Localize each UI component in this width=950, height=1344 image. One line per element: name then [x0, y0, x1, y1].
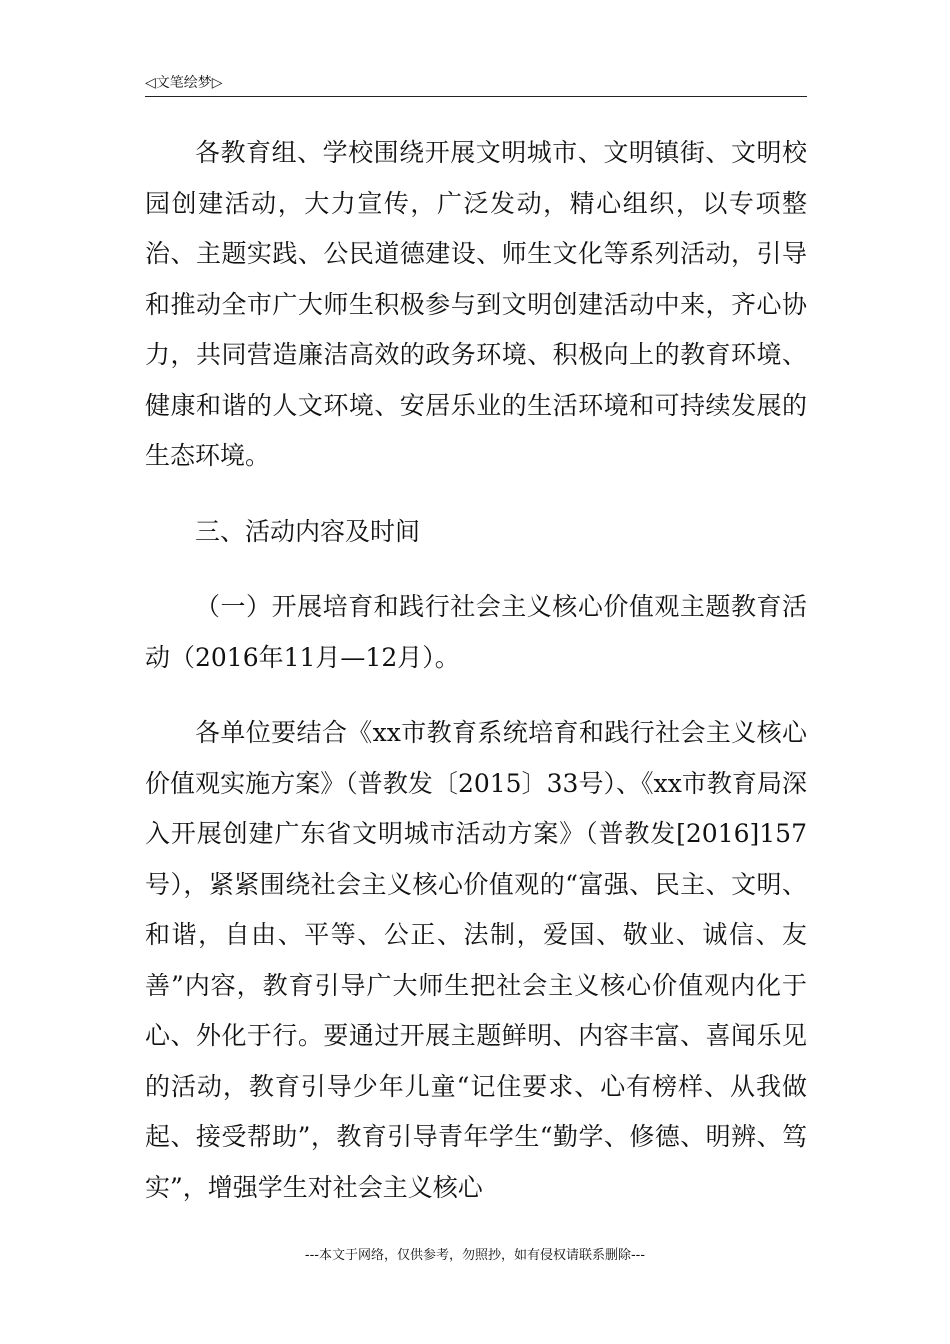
paragraph-details: 各单位要结合《xx市教育系统培育和践行社会主义核心价值观实施方案》（普教发〔2015〕33号）、《xx市教育局深入开展创建广东省文明城市活动方案》（普教发[2016]157号），紧紧围绕社会主义核心价值观的“富强、民主、文明、和谐，自由、平等、公正、法制，爱国、敬业、诚信、友善”内容，教育引导广大师生把社会主义核心价值观内化于心、外化于行。要通过开展主题鲜明、内容丰富、喜闻乐见的活动，教育引导少年儿童“记住要求、心有榜样、从我做起、接受帮助”，教育引导青年学生“勤学、修德、明辨、笃实”，增强学生对社会主义核心	[145, 718, 807, 1202]
subsection-heading: （一）开展培育和践行社会主义核心价值观主题教育活动（2016年11月—12月）。	[145, 592, 807, 672]
right-triangle-icon: ▷	[211, 75, 223, 91]
header-label	[145, 72, 223, 92]
page-header	[145, 70, 807, 97]
left-triangle-icon: ◁	[145, 75, 156, 91]
header-title: 文笔绘梦	[155, 75, 212, 91]
section-heading: 三、活动内容及时间	[195, 516, 421, 546]
document-body	[145, 128, 807, 1213]
paragraph-intro: 各教育组、学校围绕开展文明城市、文明镇街、文明校园创建活动，大力宣传，广泛发动，精心组织，以专项整治、主题实践、公民道德建设、师生文化等系列活动，引导和推动全市广大师生积极参与到文明创建活动中来，齐心协力，共同营造廉洁高效的政务环境、积极向上的教育环境、健康和谐的人文环境、安居乐业的生活环境和可持续发展的生态环境。	[145, 138, 807, 470]
page-footer: ---本文于网络，仅供参考，勿照抄，如有侵权请联系删除---	[304, 1248, 646, 1263]
